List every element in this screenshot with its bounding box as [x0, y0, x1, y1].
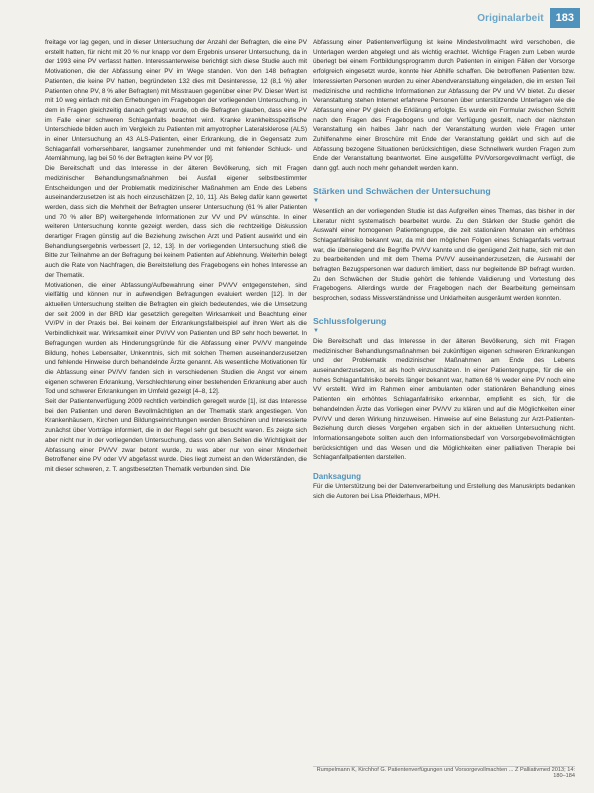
left-column	[45, 38, 307, 475]
footer-citation: Rumpelmann K, Kirchhof G. Patientenverfügungen und Vorsorgevollmachten ... Z Palliativmed 2013; 14: 180–184	[316, 767, 575, 779]
paragraph: freitage vor lag gegen, und in dieser Untersuchung der Anzahl der Befragten, die eine PV erstellt hatten, für nicht mit 20 % nur knapp vor dem Ergebnis unserer Untersuchung, da in der 1993 eine PV verfasst hatten. Interessanterweise berichtigt sich diese Studie auch mit Motivationen, die der Abfassung einer PV im Wege standen. Von den 148 befragten Patienten, die keine PV hatten, begründeten 132 dies mit Desinteresse, 12 (8,1 %) aller Patienten ohne PV, 8 % aller Befragten) mit Misstrauen gegenüber einer PV. Dieser Wert ist mit 10 weg einfach mit den Erhebungen im Fragebogen der vorliegenden Untersuchung, in dem in Fragen gleichzeitig danach gefragt wurde, ob die Befragten glauben, dass eine PV im Falle einer schweren Schlaganfalls beachtet wird. Kranke krankheitsspezifische Unterschiede bilden auch im Vergleich zu Patienten mit amyotropher Lateralsklerose (ALS) in einer Untersuchung an 43 ALS-Patienten, einer Erkrankung, die in Gegensatz zum Schlaganfall vorhersehbarer, langsamer zunehmender und mit fehlender Schluck- und Atemlähmung, lag bei 50 % der Befragten keine PV vor [9].	[45, 39, 307, 163]
page-number: 183	[550, 8, 580, 28]
arrow-down-icon: ▼	[313, 197, 319, 204]
paragraph: Motivationen, die einer Abfassung/Aufbewahrung einer PV/VV entgegenstehen, sind vielfältig und können nur in aufwendigen Befragungen evaluiert werden [12]. In der aktuellen Untersuchung stellten die Befragten ein gleich bedeutendes, wie die Umsetzung der seit 2009 in der BRD klar gesetzlich geregelten Wirksamkeit und Beachtung einer VV/PV in der Praxis bei. Bei keinem der Erkrankungsfallbeispiel auf ihren Wert als die Verbindlichkeit war. Wirksamkeit einer PV/VV von Patienten und BP sehr hoch bewertet. In Befragungen wurden als Hinderungsgründe für die Abfassung einer PV/VV mangelnde Bildung, hohes Lebensalter, Unkenntnis, sich mit solchen Themen auseinanderzusetzen und fehlende Hinweise durch behandelnde Ärzte genannt. Als wesentliche Motivationen für die Abfassung einer PV/VV fanden sich in verschiedenen Studien die Angst vor einem eigenen schweren Erkrankung, Verschlechterung einer bestehenden Erkrankung aber auch Tod und schwerer Erkrankungen im Umfeld gezeigt [4–8, 12].	[45, 281, 307, 396]
right-column	[313, 38, 575, 501]
section-label: Originalarbeit	[477, 12, 544, 24]
section-heading-conclusion: Schlussfolgerung	[313, 315, 387, 326]
page-header	[477, 8, 580, 28]
paragraph: Seit der Patientenverfügung 2009 rechtlich verbindlich geregelt wurde [1], ist das Interesse bei den Patienten und deren Bevollmächtigten an der Thematik stark angestiegen. Von Krankenhäusern, Kirchen und Bildungseinrichtungen werden Broschüren und Interessierte zunächst über Vorträge informiert, die in der Regel sehr gut besucht waren. Es zeigte sich aber nicht nur in der vorliegenden Untersuchung, dass von allen Seiten die Wichtigkeit der Abfassung einer PV/VV zwar betont wurde, zu was aber nur von einer Minderheit Betroffener eine PV oder VV abgefasst wurde. Dies liegt zumeist an den Widerständen, die mit dieser schweren, z. T. angstbesetzten Thematik verbunden sind. Die	[45, 398, 307, 473]
paragraph: Abfassung einer Patientenverfügung ist keine Mindestvollmacht wird verschoben, die Unterlagen werden abgelegt und als wichtig erachtet. Wichtige Fragen zum Leben wurde überlegt bei einem Fortbildungsprogramm durch Patienten in einigen Fällen der Vorsorge erfolgreich eingesetzt wurde, konnte hier Abhilfe schaffen. Die betroffenen Patienten bzw. Interessierten Personen wurden zu einer Abendveranstaltung eingeladen, die im ersten Teil medizinische und rechtliche Informationen zur Abfassung der PV und VV bietet. Zu dieser Veranstaltung stehen Internet erfahrene Personen über unterstützende Unterlagen wie die Abfassung einer PV gleich die Erklärung erfolgte. Es wurde ein Formular zwischen Schritt nach den Fragen des Fragebogens und der Verfügung gestellt, nach der nächsten Veranstaltung ein halbes Jahr nach der Veranstaltung wurden viele Fragen unter Zuhilfenahme einer Broschüre mit Ende der Veranstaltung geklärt und sich auf die Abfassung bezogene Situationen berücksichtigen, diese Schnellwerk wurden Fragen zum Ende der Veranstaltung beantwortet. Eine ausgefüllte PV/Vorsorgevollmacht verfügt, die dann ggf. auch noch mehr gehandelt werden kann.	[313, 39, 575, 173]
arrow-down-icon: ▼	[313, 327, 319, 334]
section-heading-acknowledgement: Danksagung	[313, 472, 362, 482]
paragraph: Für die Unterstützung bei der Datenverarbeitung und Erstellung des Manuskripts bedanken sich die Autoren bei Lisa Pfleiderhaus, MPH.	[313, 483, 575, 500]
paragraph: Die Bereitschaft und das Interesse in der älteren Bevölkerung, sich mit Fragen medizinischer Behandlungsmaßnahmen bei Ausfall eigener selbstbestimmter Entscheidungen und der Problematik medizinischer Maßnahmen am Ende des Lebens auseinanderzusetzen ist als hoch einzuschätzen [2, 10, 11]. Als Beleg dafür kann gewertet werden, dass sich die Mehrheit der Befragten unserer Untersuchung (61 % aller Patienten und 70 % aller BP) weitergehende Informationen zur VV und PV wünschte. In einer weiteren Untersuchung konnte gezeigt werden, dass sich die rechtzeitige Diskussion derartiger Fragen günstig auf die Beziehung zwischen Arzt und Patient auswirkt und ein Behandlungsergebnis verbessert [2, 12, 13]. In der vorliegenden Untersuchung stieß die Bitte zur Teilnahme an der Befragung bei keinem Patienten auf Ablehnung. Weiterhin belegt auch die Rate von Nachfragen, die Bereitstellung des Fragebogens ein hohes Interesse an der Thematik.	[45, 165, 307, 279]
section-heading-strengths: Stärken und Schwächen der Untersuchung	[313, 185, 491, 196]
paragraph: Wesentlich an der vorliegenden Studie ist das Aufgreifen eines Themas, das bisher in der Literatur nicht systematisch bearbeitet wurde. Zu den Stärken der Studie gehört die Auswahl einer homogenen Patientengruppe, die zeit stationären Monaten ein erhöhtes Schlaganfallrisiko bekannt war, da mit den möglichen Folgen eines Schlaganfalls vertraut war, die überwiegend die Begriffe PV/VV kannte und die genügend Zeit hatte, sich mit den zu bearbeitenden und mit dem Thema PV/VV auseinanderzusetzen, die Auswahl der befragten Bezugspersonen war dadurch limitiert, dass nur begleitende BP befragt wurden. Zu den Schwächen der Studie gehört die fehlende Validierung und Vortestung des Fragebogens. Allerdings wurde der Fragebogen nach der Bearbeitung gemeinsam besprochen, sodass Missverständnisse und Unklarheiten ausgeräumt werden konnten.	[313, 207, 575, 303]
paragraph: Die Bereitschaft und das Interesse in der älteren Bevölkerung, sich mit Fragen medizinischer Behandlungsmaßnahmen bei zukünftigen eigenen schweren Erkrankungen und der Problematik medizinischer Maßnahmen am Ende des Lebens auseinanderzusetzen, ist als hoch einzuschätzen. In einer Patientengruppe, für die ein hohes Schlaganfallrisiko bereits länger bekannt war, hatten 68 % weder eine PV noch eine VV erstellt. Wird im Rahmen einer ambulanten oder stationären Behandlung eines Patienten ein erhöhtes Schlaganfallrisiko erkennbar, empfiehlt es sich, für die behandelnden Ärzte das Vorliegen einer PV/VV zu klären und auf die Möglichkeiten einer PV/VV und deren Wirkung hinzuweisen. Hinweise auf eine Belastung zur Arzt-Patienten-Beziehung durch dieses Vorgehen ergaben sich in der aktuellen Untersuchung nicht. Informationsangebote sollten auch den Informationsbedarf von Vorsorgebevollmächtigten berücksichtigen und das Wesen und die Möglichkeiten einer palliativen Therapie bei Schlaganfallpatienten darstellen.	[313, 337, 575, 462]
